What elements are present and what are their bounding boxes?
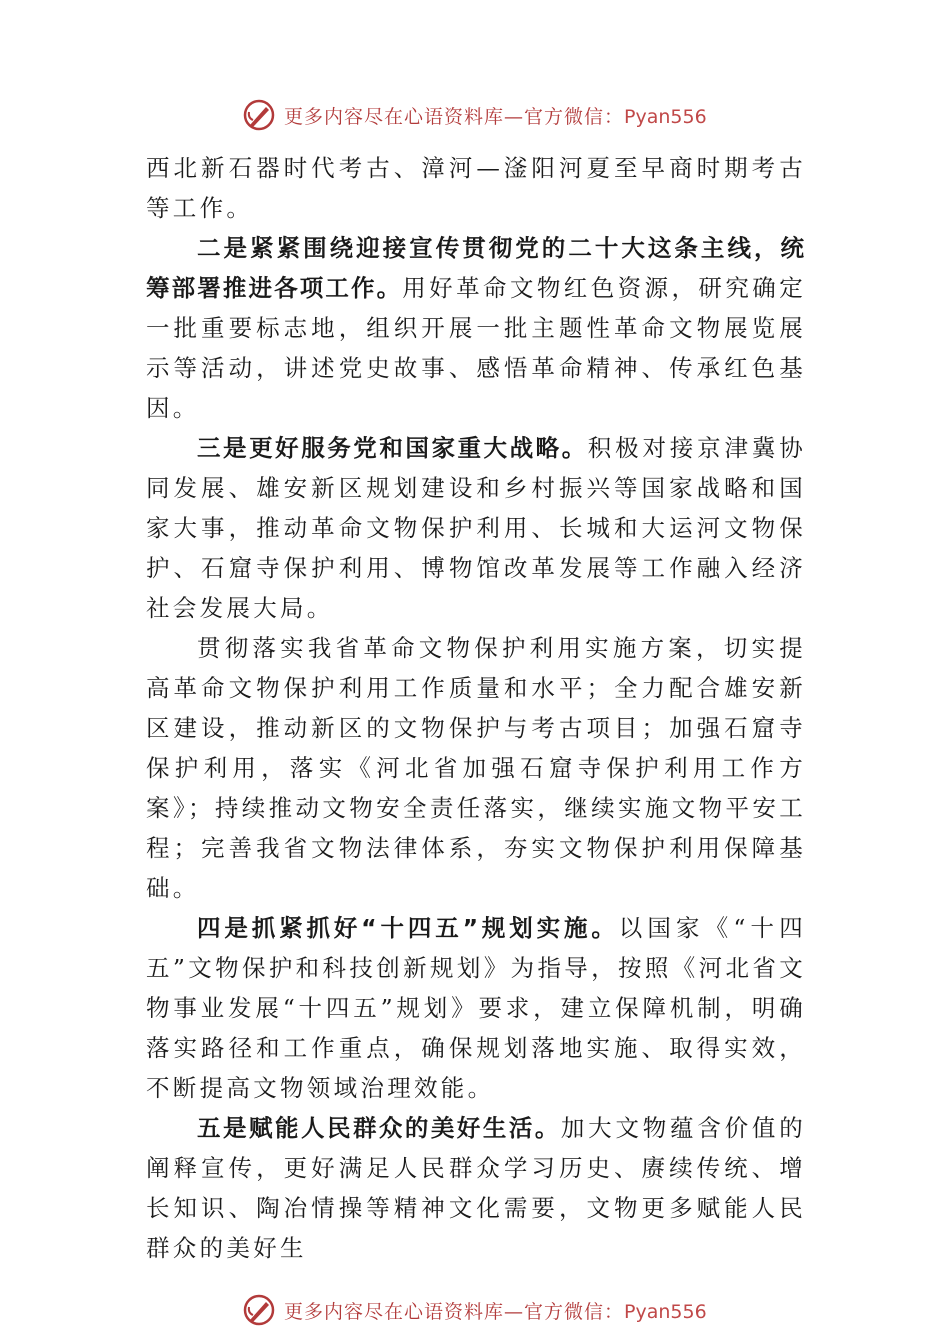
document-body <box>146 148 806 1268</box>
paragraph-6: 五是赋能人民群众的美好生活。加大文物蕴含价值的阐释宣传，更好满足人民群众学习历史、赓续传统、增长知识、陶冶情操等精神文化需要，文物更多赋能人民群众的美好生 <box>146 1114 807 1262</box>
footer-watermark <box>242 1292 707 1328</box>
paragraph-5: 四是抓紧抓好“十四五”规划实施。以国家《“十四五”文物保护和科技创新规划》为指导，按照《河北省文物事业发展“十四五”规划》要求，建立保障机制，明确落实路径和工作重点，确保规划落地实施、取得实效，不断提高文物领域治理效能。 <box>146 914 806 1102</box>
paragraph-1: 西北新石器时代考古、漳河—滏阳河夏至早商时期考古等工作。 <box>146 154 806 222</box>
paragraph-2: 二是紧紧围绕迎接宣传贯彻党的二十大这条主线，统筹部署推进各项工作。用好革命文物红色资源，研究确定一批重要标志地，组织开展一批主题性革命文物展览展示等活动，讲述党史故事、感悟革命精神、传承红色基因。 <box>146 234 806 422</box>
paragraph-4: 贯彻落实我省革命文物保护利用实施方案，切实提高革命文物保护利用工作质量和水平；全力配合雄安新区建设，推动新区的文物保护与考古项目；加强石窟寺保护利用，落实《河北省加强石窟寺保护利用工作方案》；持续推动文物安全责任落实，继续实施文物平安工程；完善我省文物法律体系，夯实文物保护利用保障基础。 <box>146 634 806 902</box>
header-watermark <box>242 97 707 133</box>
paragraph-3: 三是更好服务党和国家重大战略。积极对接京津冀协同发展、雄安新区规划建设和乡村振兴等国家战略和国家大事，推动革命文物保护利用、长城和大运河文物保护、石窟寺保护利用、博物馆改革发展等工作融入经济社会发展大局。 <box>146 434 806 622</box>
footer-watermark-text: 更多内容尽在心语资料库—官方微信：Pyan556 <box>284 1300 707 1323</box>
pen-logo-icon <box>242 1293 276 1327</box>
header-watermark-text: 更多内容尽在心语资料库—官方微信：Pyan556 <box>284 105 707 128</box>
pen-logo-icon <box>242 98 276 132</box>
